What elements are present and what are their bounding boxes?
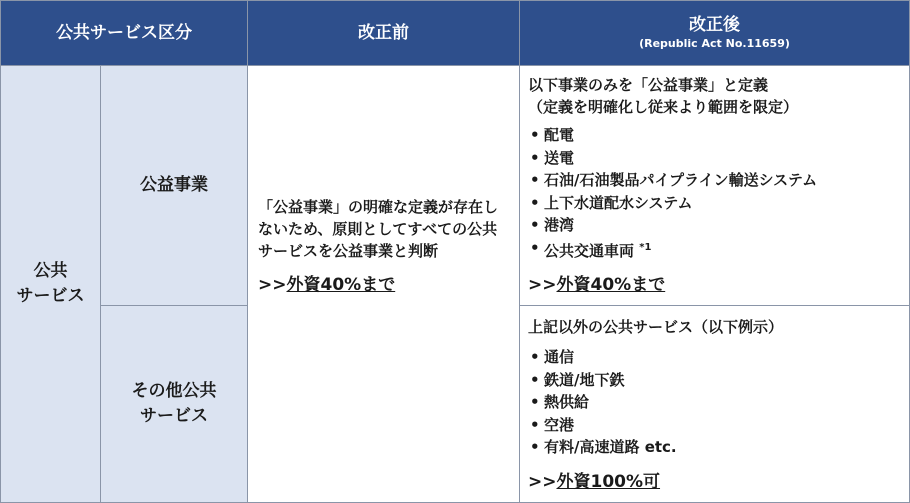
after-other-cell xyxy=(519,305,910,503)
before-cell xyxy=(247,65,520,503)
before-result-prefix: >> xyxy=(258,275,287,295)
header-category-label: 公共サービス区分 xyxy=(56,23,192,43)
list-item: • 有料/高速道路 etc. xyxy=(528,436,901,459)
header-category xyxy=(0,0,248,66)
header-after xyxy=(519,0,910,66)
list-item: • 港湾 xyxy=(528,214,901,237)
after-other-result-value: 外資100%可 xyxy=(556,471,661,492)
after-utility-result xyxy=(528,270,901,295)
after-utility-note: （定義を明確化し従来より範囲を限定） xyxy=(528,98,799,116)
header-after-label: 改正後 xyxy=(689,15,740,35)
list-item: • 空港 xyxy=(528,414,901,437)
after-utility-cell xyxy=(519,65,910,306)
after-utility-result-prefix: >> xyxy=(528,275,557,295)
utility-list xyxy=(528,124,901,262)
after-utility-intro: 以下事業のみを「公益事業」と定義 xyxy=(528,76,769,94)
list-item: • 石油/石油製品パイプライン輸送システム xyxy=(528,169,901,192)
header-after-sublabel: (Republic Act No.11659) xyxy=(639,37,790,50)
after-other-intro: 上記以外の公共サービス（以下例示） xyxy=(528,318,784,336)
other-public-label: その他公共 サービス xyxy=(100,305,248,503)
other-list xyxy=(528,346,901,459)
after-utility-result-value: 外資40%まで xyxy=(556,275,666,295)
list-item: • 鉄道/地下鉄 xyxy=(528,369,901,392)
list-item: • 配電 xyxy=(528,124,901,147)
header-before xyxy=(247,0,520,66)
utility-label: 公益事業 xyxy=(100,65,248,306)
list-item: • 通信 xyxy=(528,346,901,369)
list-item-text: 公共交通車両 xyxy=(544,241,635,260)
footnote-mark: *1 xyxy=(639,241,652,253)
after-other-result xyxy=(528,467,901,492)
list-item: • 送電 xyxy=(528,147,901,170)
list-item-with-footnote xyxy=(528,237,901,263)
before-text: 「公益事業」の明確な定義が存在しないため、原則としてすべての公共サービスを公益事業と判断 xyxy=(258,198,499,260)
list-item: • 熱供給 xyxy=(528,391,901,414)
header-before-label: 改正前 xyxy=(358,23,409,43)
before-result xyxy=(258,274,509,296)
list-item: • 上下水道配水システム xyxy=(528,192,901,215)
after-other-result-prefix: >> xyxy=(528,471,557,492)
row-group-label: 公共 サービス xyxy=(0,65,101,503)
before-result-value: 外資40%まで xyxy=(286,275,396,295)
